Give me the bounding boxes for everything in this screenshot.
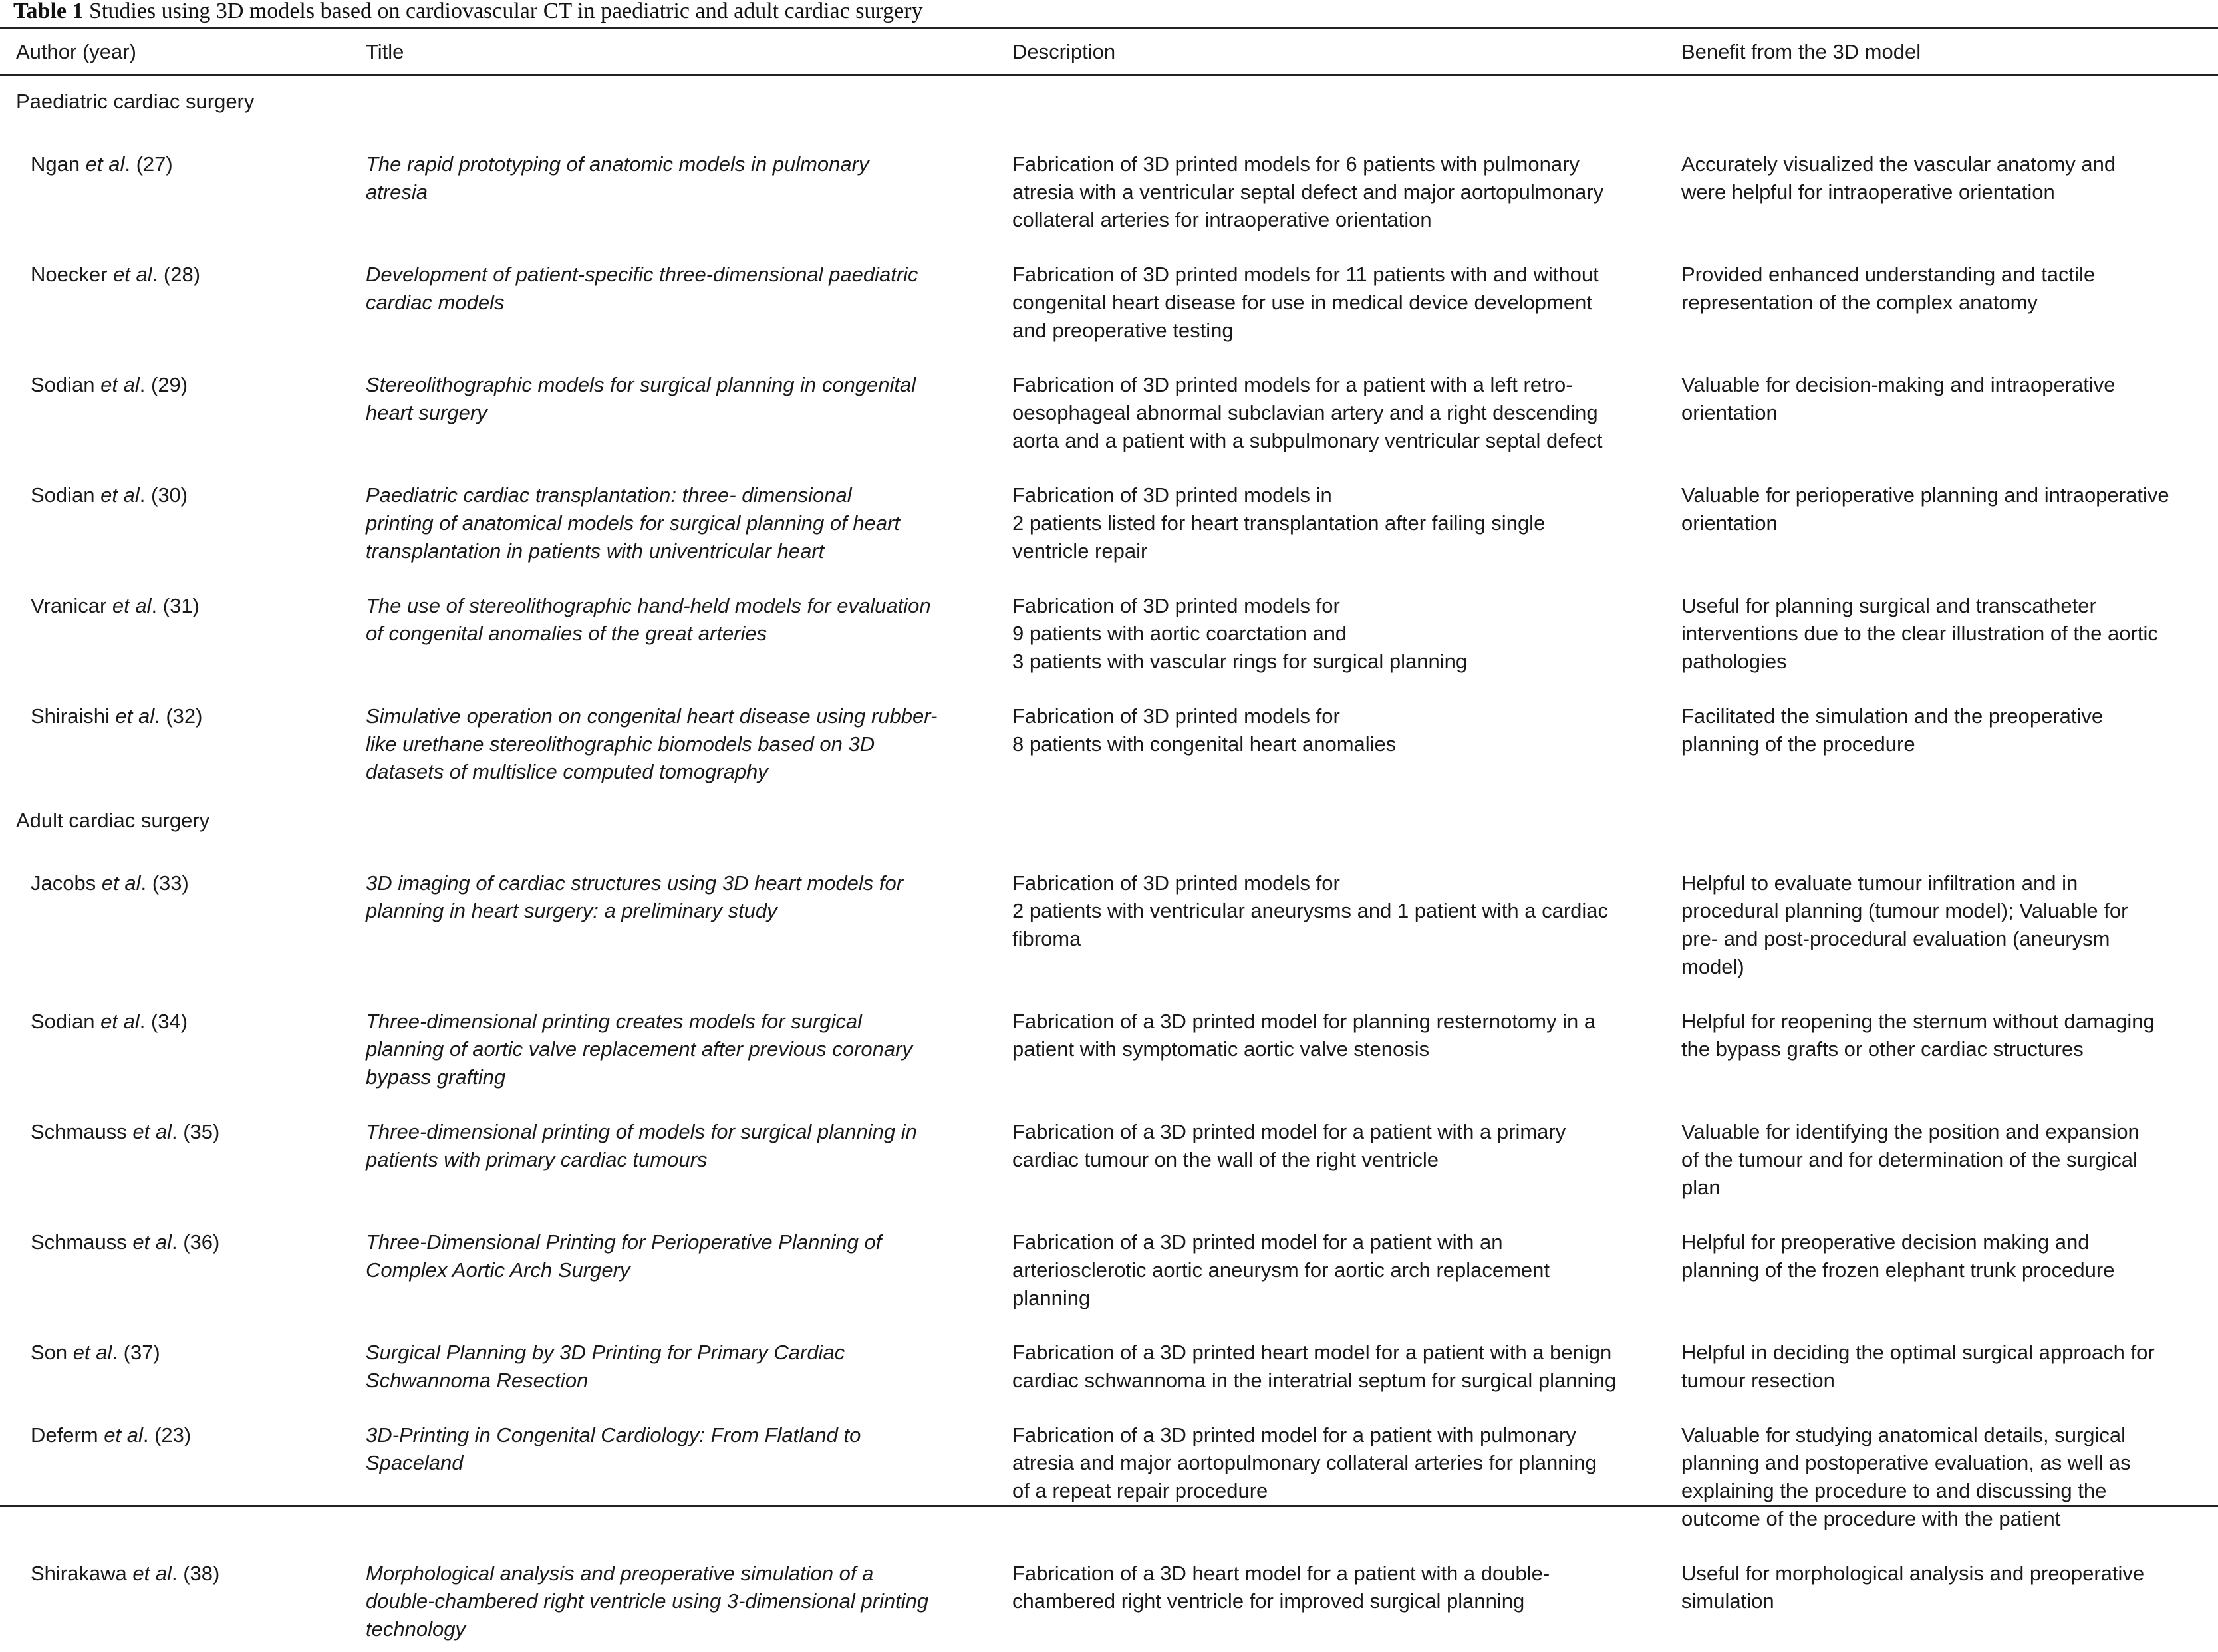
author-name: Son [31, 1341, 68, 1364]
description-line: Fabrication of a 3D printed heart model for a patient with a benign [1012, 1341, 1612, 1364]
title-cell [366, 684, 1012, 795]
header-description: Description [1012, 40, 1116, 63]
description-line: aorta and a patient with a subpulmonary ventricular septal defect [1012, 429, 1603, 452]
bottom-rule [0, 1505, 2218, 1507]
description-line: Fabrication of 3D printed models in [1012, 483, 1332, 507]
benefit-cell [1681, 990, 2218, 1100]
reference-number: . (35) [171, 1120, 220, 1143]
benefit-line: Valuable for identifying the position and expansion [1681, 1120, 2140, 1143]
table-row [0, 132, 2218, 243]
reference-number: . (34) [139, 1010, 188, 1033]
table-row [0, 464, 2218, 574]
description-cell [1012, 851, 1681, 990]
benefit-line: Helpful to evaluate tumour infiltration and in [1681, 871, 2078, 895]
table-caption-text: Studies using 3D models based on cardiovascular CT in paediatric and adult cardiac surgery [89, 0, 923, 23]
benefit-cell [1681, 464, 2218, 574]
author-cell [0, 851, 366, 990]
title-cell [366, 990, 1012, 1100]
title-cell [366, 574, 1012, 684]
table-row [0, 1100, 2218, 1210]
section-row [0, 795, 2218, 851]
benefit-line: model) [1681, 955, 1744, 978]
description-cell [1012, 990, 1681, 1100]
description-line: arteriosclerotic aortic aneurysm for aortic arch replacement [1012, 1258, 1550, 1282]
et-al: et al [100, 373, 140, 396]
title-line: heart surgery [366, 401, 487, 424]
et-al: et al [113, 263, 152, 286]
description-line: Fabrication of a 3D printed model for a patient with pulmonary [1012, 1423, 1576, 1446]
reference-number: . (37) [112, 1341, 160, 1364]
description-line: patient with symptomatic aortic valve stenosis [1012, 1037, 1430, 1061]
benefit-cell [1681, 1321, 2218, 1403]
table-body [0, 76, 2218, 1652]
benefit-line: orientation [1681, 511, 1778, 535]
description-cell [1012, 1210, 1681, 1321]
title-cell [366, 1100, 1012, 1210]
author-cell [0, 353, 366, 464]
et-al: et al [132, 1120, 172, 1143]
description-line: collateral arteries for intraoperative orientation [1012, 208, 1432, 231]
title-line: 3D imaging of cardiac structures using 3D heart models for [366, 871, 904, 895]
benefit-line: Helpful for reopening the sternum without damaging [1681, 1010, 2155, 1033]
description-line: atresia with a ventricular septal defect and major aortopulmonary [1012, 180, 1604, 204]
benefit-cell [1681, 353, 2218, 464]
et-al: et al [115, 704, 155, 728]
et-al: et al [132, 1562, 172, 1585]
reference-number: . (23) [142, 1423, 192, 1446]
description-line: Fabrication of 3D printed models for 11 patients with and without [1012, 263, 1599, 286]
description-line: fibroma [1012, 927, 1081, 950]
description-line: Fabrication of 3D printed models for [1012, 594, 1340, 617]
reference-number: . (30) [139, 483, 188, 507]
header-title: Title [366, 40, 404, 63]
title-cell [366, 851, 1012, 990]
author-name: Schmauss [31, 1120, 127, 1143]
benefit-line: representation of the complex anatomy [1681, 291, 2038, 314]
reference-number: . (32) [154, 704, 203, 728]
description-line: 2 patients with ventricular aneurysms and 1 patient with a cardiac [1012, 899, 1609, 922]
title-line: transplantation in patients with univentricular heart [366, 539, 825, 563]
author-cell [0, 1100, 366, 1210]
description-cell [1012, 353, 1681, 464]
benefit-cell [1681, 1100, 2218, 1210]
author-name: Shiraishi [31, 704, 110, 728]
author-cell [0, 464, 366, 574]
benefit-line: of the tumour and for determination of the surgical [1681, 1148, 2138, 1171]
table-row [0, 684, 2218, 795]
table-caption [13, 0, 923, 23]
title-cell [366, 1210, 1012, 1321]
title-line: cardiac models [366, 291, 505, 314]
title-cell [366, 1403, 1012, 1542]
benefit-line: Provided enhanced understanding and tactile [1681, 263, 2096, 286]
description-line: planning [1012, 1286, 1091, 1309]
benefit-cell [1681, 851, 2218, 990]
benefit-line: tumour resection [1681, 1369, 1835, 1392]
section-row [0, 76, 2218, 132]
author-name: Sodian [31, 373, 95, 396]
description-cell [1012, 1100, 1681, 1210]
author-cell [0, 1321, 366, 1403]
title-line: The use of stereolithographic hand-held models for evaluation [366, 594, 931, 617]
benefit-line: Helpful in deciding the optimal surgical approach for [1681, 1341, 2155, 1364]
header-benefit: Benefit from the 3D model [1681, 40, 1921, 63]
author-cell [0, 990, 366, 1100]
benefit-line: Useful for morphological analysis and preoperative [1681, 1562, 2145, 1585]
description-line: Fabrication of a 3D printed model for planning resternotomy in a [1012, 1010, 1596, 1033]
benefit-line: explaining the procedure to and discussing the [1681, 1479, 2107, 1502]
et-al: et al [100, 1010, 140, 1033]
title-line: The rapid prototyping of anatomic models in pulmonary [366, 152, 869, 176]
author-name: Noecker [31, 263, 108, 286]
benefit-cell [1681, 1403, 2218, 1542]
et-al: et al [112, 594, 152, 617]
author-cell [0, 684, 366, 795]
title-line: Three-Dimensional Printing for Perioperative Planning of [366, 1230, 882, 1254]
benefit-line: outcome of the procedure with the patient [1681, 1507, 2061, 1530]
description-line: chambered right ventricle for improved surgical planning [1012, 1589, 1525, 1613]
author-name: Vranicar [31, 594, 107, 617]
benefit-line: Helpful for preoperative decision making and [1681, 1230, 2090, 1254]
title-cell [366, 1542, 1012, 1652]
title-line: Simulative operation on congenital heart disease using rubber- [366, 704, 938, 728]
title-line: Three-dimensional printing creates models for surgical [366, 1010, 863, 1033]
title-line: Schwannoma Resection [366, 1369, 589, 1392]
description-line: Fabrication of a 3D heart model for a patient with a double- [1012, 1562, 1550, 1585]
benefit-line: were helpful for intraoperative orientation [1681, 180, 2055, 204]
description-cell [1012, 1321, 1681, 1403]
benefit-line: the bypass grafts or other cardiac structures [1681, 1037, 2084, 1061]
table-row [0, 1210, 2218, 1321]
benefit-line: planning of the frozen elephant trunk procedure [1681, 1258, 2115, 1282]
description-line: and preoperative testing [1012, 319, 1234, 342]
title-line: Paediatric cardiac transplantation: three- dimensional [366, 483, 852, 507]
description-line: atresia and major aortopulmonary collateral arteries for planning [1012, 1451, 1597, 1474]
title-line: Spaceland [366, 1451, 464, 1474]
benefit-line: orientation [1681, 401, 1778, 424]
title-line: atresia [366, 180, 428, 204]
benefit-line: planning of the procedure [1681, 732, 1915, 756]
description-line: ventricle repair [1012, 539, 1148, 563]
table-row [0, 990, 2218, 1100]
reference-number: . (27) [124, 152, 173, 176]
benefit-cell [1681, 1210, 2218, 1321]
benefit-line: plan [1681, 1176, 1721, 1199]
description-cell [1012, 464, 1681, 574]
description-line: Fabrication of 3D printed models for [1012, 871, 1340, 895]
benefit-line: Valuable for perioperative planning and intraoperative [1681, 483, 2169, 507]
description-line: cardiac schwannoma in the interatrial septum for surgical planning [1012, 1369, 1617, 1392]
author-name: Ngan [31, 152, 80, 176]
benefit-line: planning and postoperative evaluation, as well as [1681, 1451, 2131, 1474]
benefit-cell [1681, 132, 2218, 243]
title-line: printing of anatomical models for surgical planning of heart [366, 511, 901, 535]
benefit-cell [1681, 1542, 2218, 1652]
table-row [0, 243, 2218, 353]
title-line: Stereolithographic models for surgical planning in congenital [366, 373, 916, 396]
table-label: Table 1 [13, 0, 84, 23]
title-line: Complex Aortic Arch Surgery [366, 1258, 630, 1282]
title-line: technology [366, 1617, 466, 1641]
benefit-line: Valuable for decision-making and intraoperative [1681, 373, 2116, 396]
author-name: Sodian [31, 483, 95, 507]
benefit-line: Facilitated the simulation and the preoperative [1681, 704, 2104, 728]
description-line: Fabrication of 3D printed models for 6 patients with pulmonary [1012, 152, 1580, 176]
title-line: Development of patient-specific three-dimensional paediatric [366, 263, 918, 286]
description-line: Fabrication of a 3D printed model for a patient with an [1012, 1230, 1503, 1254]
author-name: Sodian [31, 1010, 95, 1033]
title-line: double-chambered right ventricle using 3-dimensional printing [366, 1589, 929, 1613]
description-line: 2 patients listed for heart transplantation after failing single [1012, 511, 1546, 535]
title-cell [366, 1321, 1012, 1403]
description-cell [1012, 684, 1681, 795]
benefit-line: pathologies [1681, 650, 1787, 673]
table-row [0, 353, 2218, 464]
title-line: like urethane stereolithographic biomodels based on 3D [366, 732, 875, 756]
reference-number: . (28) [152, 263, 201, 286]
description-line: congenital heart disease for use in medical device development [1012, 291, 1592, 314]
header-author: Author (year) [16, 40, 136, 63]
title-line: patients with primary cardiac tumours [366, 1148, 708, 1171]
description-line: 8 patients with congenital heart anomalies [1012, 732, 1397, 756]
author-name: Shirakawa [31, 1562, 127, 1585]
author-cell [0, 574, 366, 684]
title-cell [366, 132, 1012, 243]
table-row [0, 1403, 2218, 1542]
title-line: Morphological analysis and preoperative simulation of a [366, 1562, 874, 1585]
et-al: et al [85, 152, 125, 176]
reference-number: . (38) [171, 1562, 220, 1585]
et-al: et al [101, 871, 141, 895]
title-line: planning in heart surgery: a preliminary study [366, 899, 777, 922]
author-cell [0, 1210, 366, 1321]
author-cell [0, 243, 366, 353]
title-line: Surgical Planning by 3D Printing for Primary Cardiac [366, 1341, 845, 1364]
description-line: Fabrication of 3D printed models for [1012, 704, 1340, 728]
benefit-line: Valuable for studying anatomical details, surgical [1681, 1423, 2126, 1446]
title-line: bypass grafting [366, 1065, 506, 1089]
title-line: Three-dimensional printing of models for surgical planning in [366, 1120, 917, 1143]
description-cell [1012, 574, 1681, 684]
table-row [0, 851, 2218, 990]
author-cell [0, 132, 366, 243]
title-cell [366, 243, 1012, 353]
reference-number: . (29) [139, 373, 188, 396]
description-line: Fabrication of 3D printed models for a patient with a left retro- [1012, 373, 1573, 396]
et-al: et al [104, 1423, 143, 1446]
author-name: Schmauss [31, 1230, 127, 1254]
description-line: cardiac tumour on the wall of the right ventricle [1012, 1148, 1439, 1171]
benefit-line: Accurately visualized the vascular anatomy and [1681, 152, 2116, 176]
benefit-line: simulation [1681, 1589, 1774, 1613]
description-cell [1012, 243, 1681, 353]
title-line: planning of aortic valve replacement after previous coronary [366, 1037, 912, 1061]
description-line: 9 patients with aortic coarctation and [1012, 622, 1347, 645]
reference-number: . (36) [171, 1230, 220, 1254]
benefit-cell [1681, 243, 2218, 353]
title-cell [366, 353, 1012, 464]
title-line: of congenital anomalies of the great arteries [366, 622, 767, 645]
table-row [0, 1542, 2218, 1652]
description-line: Fabrication of a 3D printed model for a patient with a primary [1012, 1120, 1566, 1143]
et-al: et al [72, 1341, 112, 1364]
benefit-line: procedural planning (tumour model); Valuable for [1681, 899, 2128, 922]
description-line: of a repeat repair procedure [1012, 1479, 1268, 1502]
header-row [0, 27, 2218, 76]
reference-number: . (31) [151, 594, 200, 617]
description-cell [1012, 1542, 1681, 1652]
title-cell [366, 464, 1012, 574]
description-cell [1012, 1403, 1681, 1542]
reference-number: . (33) [140, 871, 189, 895]
table-row [0, 574, 2218, 684]
title-line: 3D-Printing in Congenital Cardiology: From Flatland to [366, 1423, 861, 1446]
benefit-cell [1681, 574, 2218, 684]
author-name: Jacobs [31, 871, 96, 895]
benefit-line: interventions due to the clear illustration of the aortic [1681, 622, 2158, 645]
et-al: et al [100, 483, 140, 507]
header-rule [0, 74, 2218, 76]
author-name: Deferm [31, 1423, 98, 1446]
author-cell [0, 1542, 366, 1652]
description-line: 3 patients with vascular rings for surgical planning [1012, 650, 1468, 673]
benefit-line: Useful for planning surgical and transcatheter [1681, 594, 2096, 617]
author-cell [0, 1403, 366, 1542]
benefit-line: pre- and post-procedural evaluation (aneurysm [1681, 927, 2110, 950]
section-heading: Adult cardiac surgery [16, 809, 210, 832]
section-heading: Paediatric cardiac surgery [16, 90, 255, 113]
et-al: et al [132, 1230, 172, 1254]
benefit-cell [1681, 684, 2218, 795]
table-row [0, 1321, 2218, 1403]
title-line: datasets of multislice computed tomography [366, 760, 768, 783]
description-line: oesophageal abnormal subclavian artery and a right descending [1012, 401, 1598, 424]
description-cell [1012, 132, 1681, 243]
studies-table [0, 27, 2218, 1652]
